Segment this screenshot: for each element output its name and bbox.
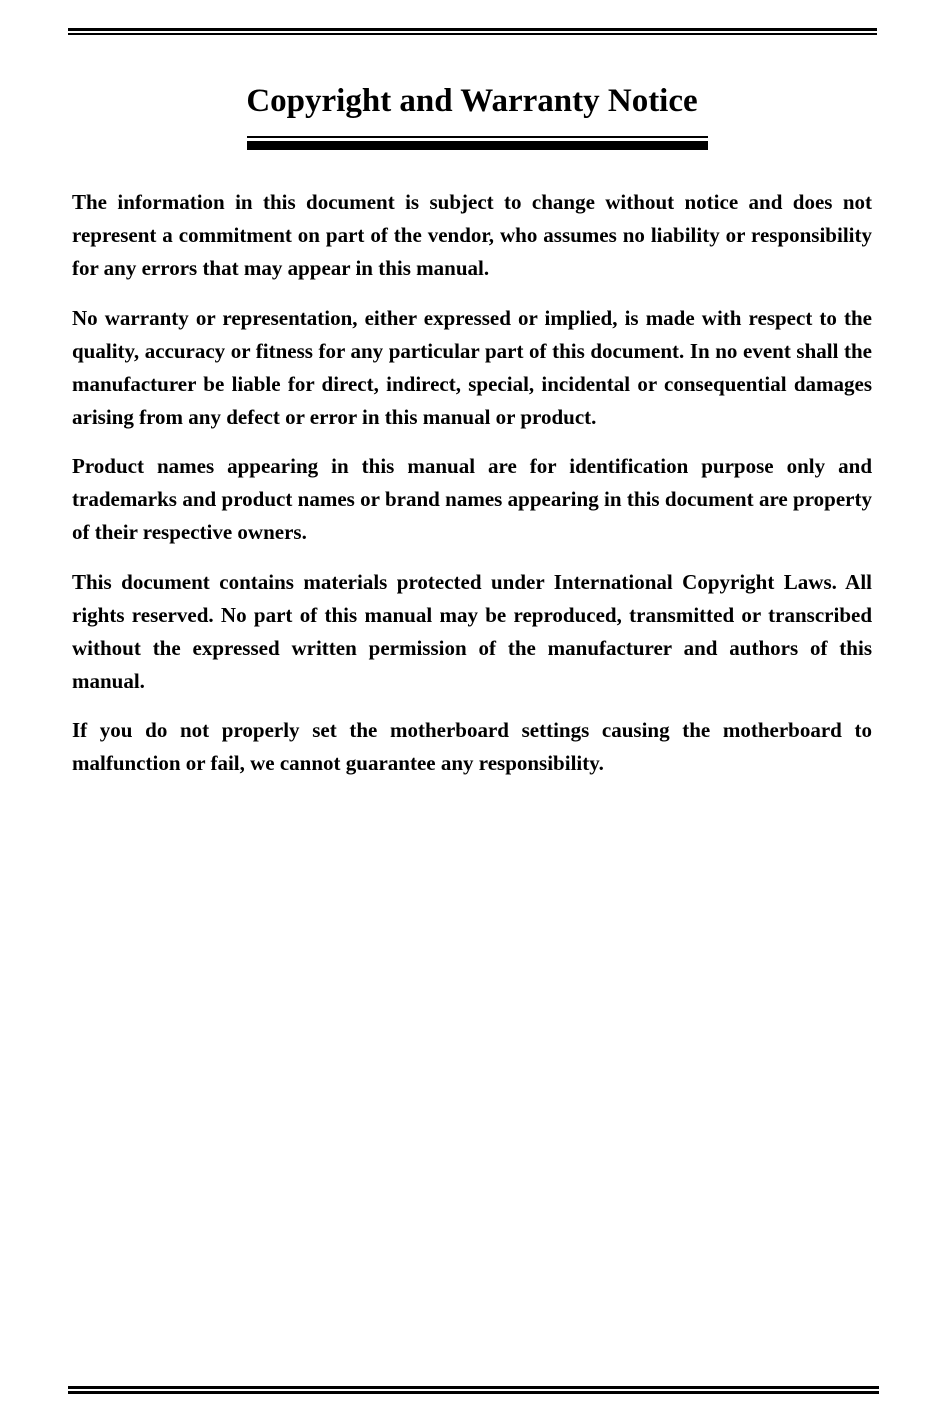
paragraph-copyright: This document contains materials protected under International Copyright Laws. All rights reserved. No part of this manual may be reproduced, transmitted or transcribed without the expressed written permission of the manufacturer and authors of this manual. [72,569,872,693]
bottom-rule-thin-line [68,1391,879,1394]
top-double-rule [68,28,877,35]
notice-body [72,186,872,797]
paragraph-trademarks: Product names appearing in this manual are for identification purpose only and trademarks and product names or brand names appearing in this document are property of their respective owners. [72,454,872,544]
title-underline-thin-line [247,136,708,138]
top-rule-thin-line [68,33,877,35]
page-title: Copyright and Warranty Notice [246,83,698,119]
title-underline-thick-line [247,141,708,150]
title-underline [247,136,708,150]
paragraph-responsibility: If you do not properly set the motherboard settings causing the motherboard to malfunction or fail, we cannot guarantee any responsibility. [72,718,872,775]
top-rule-thick-line [68,28,877,31]
bottom-rule-thick-line [68,1386,879,1389]
bottom-double-rule [68,1386,879,1394]
paragraph-warranty: No warranty or representation, either expressed or implied, is made with respect to the quality, accuracy or fitness for any particular part of this document. In no event shall the manufacturer be liable for direct, indirect, special, incidental or consequential damages arising from any defect or error in this manual or product. [72,305,872,429]
paragraph-change-notice: The information in this document is subject to change without notice and does not represent a commitment on part of the vendor, who assumes no liability or responsibility for any errors that may appear in this manual. [72,190,872,280]
